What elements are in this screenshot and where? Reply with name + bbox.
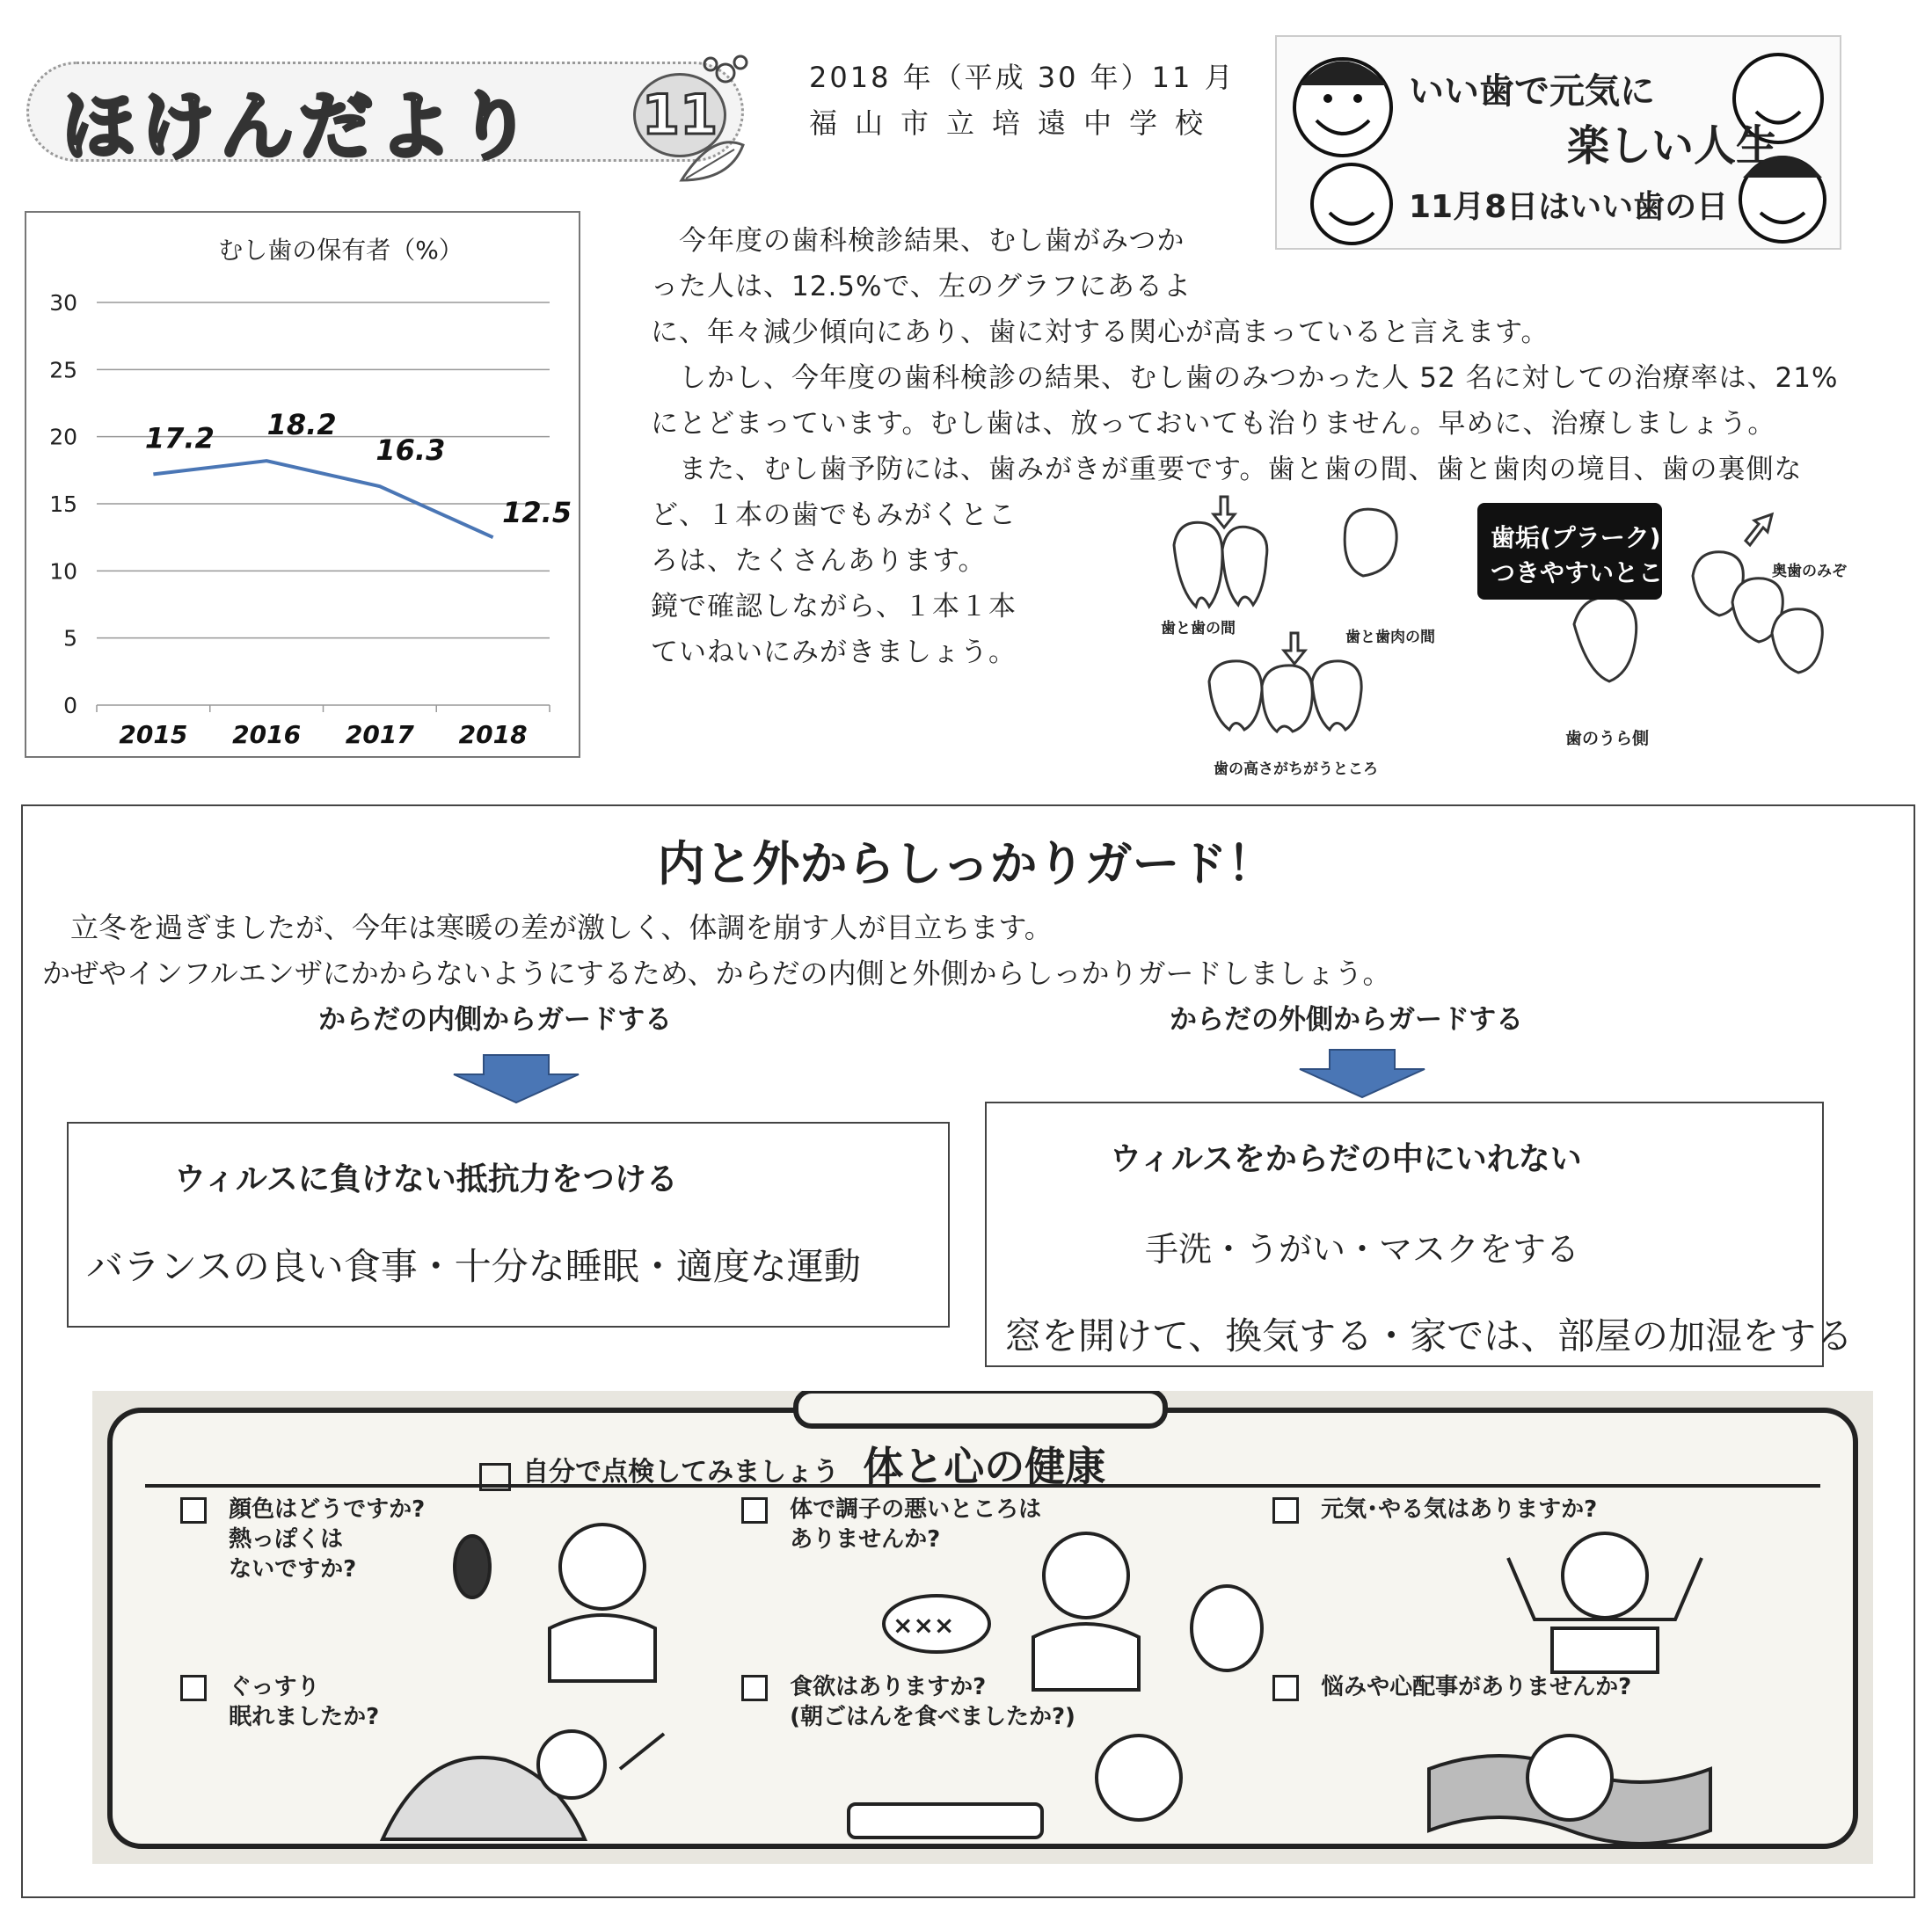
x-tick-label: 2015: [119, 720, 188, 749]
speech-bubble-text: ×××: [893, 1611, 955, 1640]
check-item-text: 元気･やる気はありますか?: [1321, 1496, 1598, 1523]
label-height-diff: 歯の高さがちがうところ: [1214, 761, 1378, 778]
issue-info: [809, 55, 1236, 146]
cavity-chart: [25, 211, 580, 758]
plaque-title-1: 歯垢(プラーク)の: [1491, 523, 1686, 552]
y-tick-label: 5: [63, 625, 77, 651]
inner-guard-box: [67, 1122, 950, 1328]
data-label: 16.3: [375, 433, 446, 468]
cavity-line-chart: [26, 213, 579, 756]
label-gumline: 歯と歯肉の間: [1345, 629, 1435, 646]
text-line: った人は、12.5%で、左のグラフにあるよ: [651, 271, 1192, 302]
check-item[interactable]: [180, 1672, 379, 1732]
check-item-text: (朝ごはんを食べましたか?): [790, 1704, 1075, 1730]
health-checklist-panel: [92, 1391, 1873, 1864]
outer-box-text-2: 窓を開けて、換気する・家では、部屋の加湿をする: [1004, 1314, 1854, 1357]
data-label: 18.2: [266, 408, 337, 442]
check-item[interactable]: [1272, 1672, 1631, 1702]
text-line: しかし、今年度の歯科検診の結果、むし歯のみつかった人 52 名に対しての治療率は、21%: [679, 362, 1839, 394]
smiling-face-icon: [1294, 59, 1391, 156]
label-back-side: 歯のうら側: [1565, 729, 1650, 748]
outer-box-title: ウィルスをからだの中にいれない: [1110, 1141, 1582, 1177]
tooth-brushing-diagram: [1152, 492, 1847, 782]
check-item-text: 悩みや心配事がありませんか?: [1321, 1674, 1632, 1700]
newsletter-title-banner: [26, 48, 747, 170]
plaque-title-2: つきやすいところ: [1491, 558, 1688, 587]
series-line: [153, 461, 492, 537]
label-molar-groove: 奥歯のみぞ: [1772, 563, 1847, 580]
data-label: 17.2: [144, 421, 215, 455]
text-line: 鏡で確認しながら、１本１本: [651, 591, 1017, 622]
text-line: また、むし歯予防には、歯みがきが重要です。歯と歯の間、歯と歯肉の境目、歯の裏側な: [679, 454, 1803, 485]
banner-line-1: いい歯で元気に: [1409, 71, 1655, 112]
x-tick-label: 2018: [458, 720, 528, 749]
outer-box-text-1: 手洗・うがい・マスクをする: [1145, 1230, 1580, 1269]
banner-line-3: 11月8日はいい歯の日: [1409, 189, 1729, 225]
text-line: にとどまっています。むし歯は、放っておいても治りません。早めに、治療しましょう。: [651, 408, 1776, 440]
check-item-text: 顔色はどうですか?: [229, 1496, 426, 1523]
y-tick-label: 25: [49, 357, 77, 383]
checklist-title-big: 体と心の健康: [863, 1443, 1106, 1490]
check-item[interactable]: [180, 1495, 425, 1584]
label-between: 歯と歯の間: [1161, 620, 1236, 637]
y-tick-label: 15: [49, 491, 77, 517]
guard-intro-1: 立冬を過ぎましたが、今年は寒暖の差が激しく、体調を崩す人が目立ちます。: [70, 911, 1053, 944]
x-tick-label: 2017: [345, 720, 414, 749]
inner-guard-heading: からだの内側からガードする: [318, 1004, 673, 1036]
y-tick-label: 10: [49, 558, 77, 585]
text-line: ていねいにみがきましょう。: [651, 637, 1017, 668]
check-item-text: ぐっすり: [229, 1674, 320, 1700]
check-item-text: 食欲はありますか?: [790, 1674, 987, 1700]
check-item-text: ないですか?: [229, 1556, 357, 1583]
inner-box-text: バランスの良い食事・十分な睡眠・適度な運動: [86, 1245, 861, 1288]
data-label: 12.5: [502, 496, 572, 530]
clipboard-clip-icon: [796, 1391, 1165, 1426]
flower-icon: [695, 48, 756, 101]
outer-guard-box: [985, 1102, 1854, 1367]
checklist-title-small: 自分で点検してみましょう: [522, 1457, 840, 1488]
outer-guard-heading: からだの外側からガードする: [1170, 1004, 1524, 1036]
check-item-text: 熱っぽくは: [229, 1526, 344, 1553]
y-tick-label: 0: [63, 693, 77, 718]
checkbox-icon[interactable]: [180, 1497, 207, 1524]
checkbox-icon[interactable]: [741, 1675, 768, 1701]
inner-box-title: ウィルスに負けない抵抗力をつける: [174, 1161, 678, 1197]
y-tick-label: 30: [49, 290, 77, 316]
text-line: ろは、たくさんあります。: [651, 545, 987, 577]
check-item[interactable]: [1272, 1495, 1597, 1525]
guard-intro-2: かぜやインフルエンザにかからないようにするため、からだの内側と外側からしっかりガードしましょう。: [42, 957, 1391, 990]
checkbox-icon: [479, 1463, 511, 1491]
checklist-title: [479, 1435, 1105, 1493]
check-item-text: 眠れましたか?: [229, 1704, 380, 1730]
newsletter-title: ほけんだより: [62, 84, 537, 170]
leaf-icon: [677, 136, 747, 189]
issue-number: 11: [633, 73, 726, 157]
x-tick-label: 2016: [232, 720, 302, 749]
school-name: 福山市立培遠中学校: [809, 106, 1221, 140]
text-line: に、年々減少傾向にあり、歯に対する関心が高まっていると言えます。: [651, 317, 1549, 348]
arrow-down-icon: [450, 1053, 582, 1104]
chart-title: むし歯の保有者（%）: [218, 236, 463, 265]
check-item-text: 体で調子の悪いところは: [790, 1496, 1042, 1523]
text-line: ど、１本の歯でもみがくとこ: [651, 499, 1017, 531]
issue-date: 2018 年（平成 30 年）11 月: [809, 61, 1236, 94]
check-item-text: ありませんか?: [790, 1526, 941, 1553]
arrow-down-icon: [1296, 1048, 1428, 1099]
checkbox-icon[interactable]: [1272, 1497, 1299, 1524]
check-item[interactable]: [741, 1495, 1041, 1554]
text-line: 今年度の歯科検診結果、むし歯がみつか: [679, 225, 1185, 257]
check-item[interactable]: [741, 1672, 1075, 1732]
guard-title: 内と外からしっかりガード！: [657, 836, 1275, 892]
y-tick-label: 20: [49, 424, 77, 450]
banner-line-2: 楽しい人生: [1567, 121, 1779, 171]
checkbox-icon[interactable]: [180, 1675, 207, 1701]
checkbox-icon[interactable]: [1272, 1675, 1299, 1701]
checkbox-icon[interactable]: [741, 1497, 768, 1524]
